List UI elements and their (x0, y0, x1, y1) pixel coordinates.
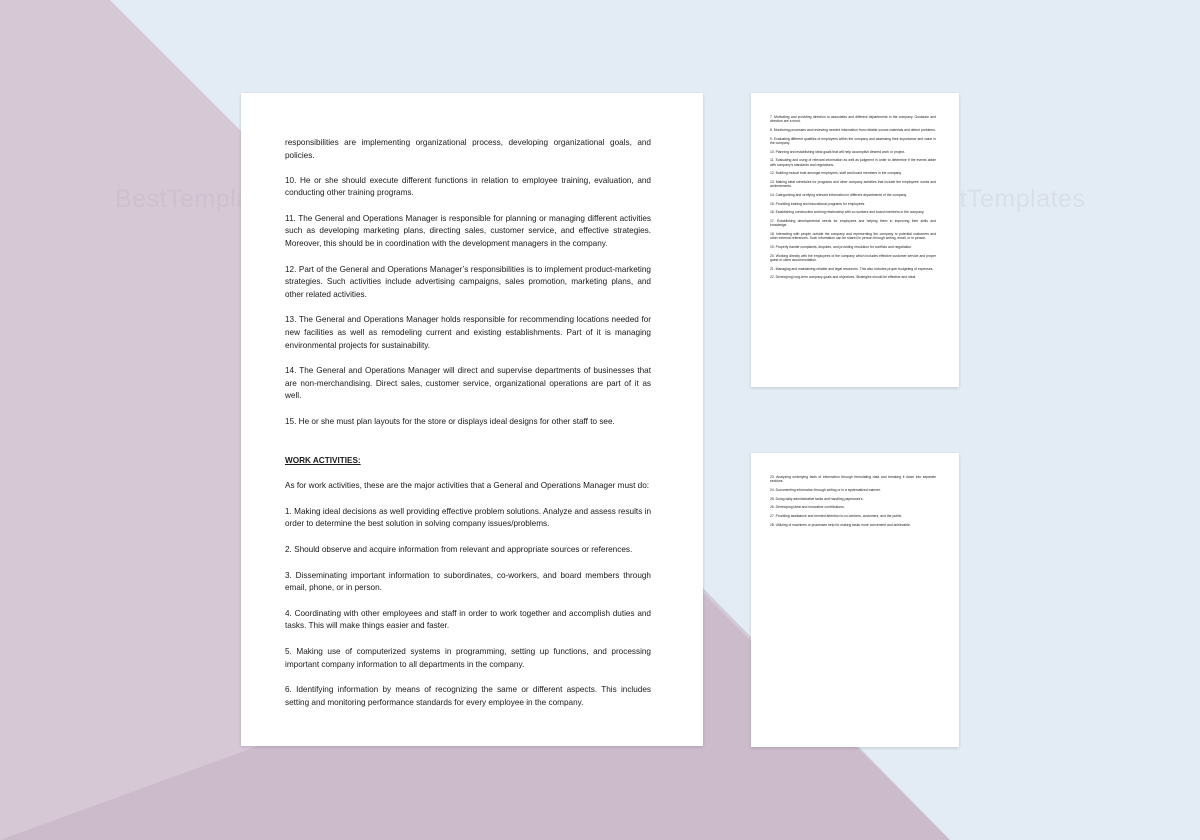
list-item: 10. Planning and establishing ideal goals that will help accomplish desired work or project. (770, 149, 906, 154)
list-item: 15. Providing training and educational programs for employees. (770, 201, 866, 206)
list-item: 17. Establishing developmental needs for employees and helping them in improving their skills and knowledge. (770, 219, 936, 228)
paragraph: 10. He or she should execute different functions in relation to employee training, evaluation, and conducting other training programs. (285, 175, 651, 198)
list-item: 24. Documenting information through writing or in a systematized manner. (770, 487, 881, 492)
list-item: 25. Doing daily administrative tasks and handling paperwork's. (770, 496, 864, 501)
paragraph: 4. Coordinating with other employees and staff in order to work together and accomplish duties and tasks. This will make things easier and faster. (285, 608, 651, 631)
paragraph: 1. Making ideal decisions as well providing effective problem solutions. Analyze and assess results in order to determine the best solution in solving company issues/problems. (285, 506, 651, 529)
list-item: 20. Working directly with the employees of the company which includes effective customer service and proper guest or client accommodation. (770, 253, 936, 263)
document-page-thumbnail-top (751, 93, 959, 387)
section-heading: WORK ACTIVITIES: (285, 455, 361, 465)
list-item: 26. Developing ideal and innovative contributions. (770, 505, 845, 510)
paragraph: 2. Should observe and acquire information from relevant and appropriate sources or references. (285, 544, 633, 554)
thumbnail-content (770, 475, 936, 531)
paragraph: 6. Identifying information by means of recognizing the same or different aspects. This includes setting and monitoring performance standards for every employee in the company. (285, 685, 651, 707)
thumbnail-content (770, 115, 936, 284)
paragraph: 13. The General and Operations Manager holds responsible for recommending locations needed for new facilities as well as remodeling current and existing establishments. Part of it is managing environmental projects for sustainability. (285, 315, 651, 350)
paragraph: 5. Making use of computerized systems in programming, setting up functions, and processing important company information to all departments in the company. (285, 646, 651, 669)
list-item: 22. Developing long-term company goals and objectives. Strategies should be effective and ideal. (770, 275, 917, 280)
list-item: 14. Categorizing and verifying relevant information in different departments of the company. (770, 193, 907, 197)
paragraph: responsibilities are implementing organizational process, developing organizational goals, and policies. (285, 138, 651, 160)
list-item: 7. Motivating and providing direction to associates and different departments in the company. Guidance and direction are a must. (770, 115, 936, 124)
list-item: 23. Analyzing underlying facts of information through formulating data and breaking it down into separate sections. (770, 475, 936, 484)
document-page-main (241, 93, 703, 746)
list-item: 27. Providing assistance and needed attention to co-workers, customers, and the public. (770, 514, 903, 519)
list-item: 16. Establishing constructive working relationship with co-workers and board members in the company. (770, 210, 925, 215)
list-item: 12. Building mutual trust amongst employees, staff and board members in the company. (770, 171, 902, 176)
paragraph: 3. Disseminating important information to subordinates, co-workers, and board members through email, phone, or in person. (285, 570, 651, 593)
list-item: 19. Properly handle complaints, disputes, and providing resolution for conflicts and negotiation. (770, 245, 913, 250)
list-item: 21. Managing and maintaining reliable and legal resources. This also includes proper budgeting of expenses. (770, 266, 934, 271)
paragraph: 15. He or she must plan layouts for the store or displays ideal designs for other staff to see. (285, 417, 615, 426)
paragraph: 11. The General and Operations Manager is responsible for planning or managing different activities such as developing marketing plans, directing sales, customer service, and effective strategies. Moreover, this should be in coordination with the development managers in the company. (285, 213, 651, 249)
list-item: 8. Monitoring processes and reviewing needed information from reliable source materials and detect problems. (770, 127, 936, 132)
list-item: 13. Making ideal schedules for programs and other company activities that include the employees' works and achievements. (770, 180, 936, 189)
main-page-content (285, 137, 651, 709)
paragraph: As for work activities, these are the major activities that a General and Operations Manager must do: (285, 481, 650, 491)
list-item: 11. Evaluating and using of relevant information as well as judgment in order to determine if the events abide with company's standards and regulations. (770, 158, 936, 167)
paragraph: 14. The General and Operations Manager will direct and supervise departments of businesses that are non-merchandising. Direct sales, customer service, organizational operations are part of it as well. (285, 366, 651, 401)
list-item: 9. Evaluating different qualities of employees within the company and assessing their importance and value in the company. (770, 136, 936, 145)
document-page-thumbnail-bottom (751, 453, 959, 747)
list-item: 18. Interacting with people outside the company and representing the company to potential customers and other external references. Such information can be shared in person through writing, email, or in person. (770, 232, 936, 241)
paragraph: 12. Part of the General and Operations Manager’s responsibilities is to implement product-marketing strategies. Such activities include advertising campaigns, sales promotion, marketing plans, and other related activities. (285, 264, 651, 299)
list-item: 28. Utilizing of machines or processes help for making tasks more convenient and achievable. (770, 522, 911, 527)
